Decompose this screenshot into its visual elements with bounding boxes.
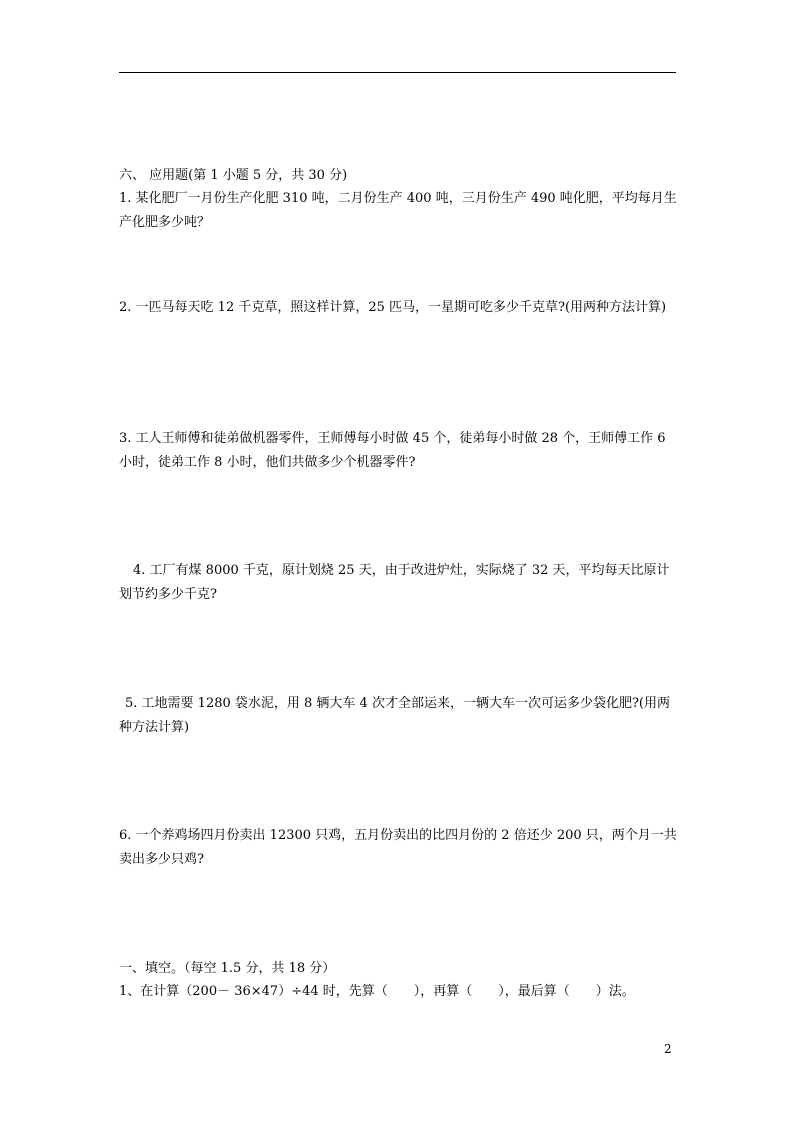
page-number: 2 [664, 1042, 672, 1056]
section-six-heading: 六、 应用题(第 1 小题 5 分，共 30 分) [119, 168, 348, 183]
problem-3: 3. 工人王师傅和徒弟做机器零件，王师傅每小时做 45 个，徒弟每小时做 28 个，王师傅工作 6 小时，徒弟工作 8 小时，他们共做多少个机器零件? [119, 431, 666, 470]
problem-6: 6. 一个养鸡场四月份卖出 12300 只鸡，五月份卖出的比四月份的 2 倍还少 200 只，两个月一共卖出多少只鸡? [119, 828, 677, 867]
problem-2: 2. 一匹马每天吃 12 千克草，照这样计算，25 匹马，一星期可吃多少千克草?(用两种方法计算) [119, 300, 667, 315]
problem-1: 1. 某化肥厂一月份生产化肥 310 吨，二月份生产 400 吨，三月份生产 490 吨化肥，平均每月生产化肥多少吨？ [119, 191, 677, 230]
problem-4: 4. 工厂有煤 8000 千克，原计划烧 25 天，由于改进炉灶，实际烧了 32 天，平均每天比原计划节约多少千克? [119, 563, 670, 602]
header-rule [119, 72, 676, 73]
problem-5: 5. 工地需要 1280 袋水泥，用 8 辆大车 4 次才全部运来，一辆大车一次可运多少袋化肥?(用两种方法计算) [119, 696, 670, 735]
section-one-heading: 一、填空。（每空 1.5 分，共 18 分） [119, 961, 336, 976]
fill-blank-item-1: 1、在计算（200－ 36×47）÷44 时，先算（ ），再算（ ），最后算（ ）法。 [119, 984, 635, 999]
